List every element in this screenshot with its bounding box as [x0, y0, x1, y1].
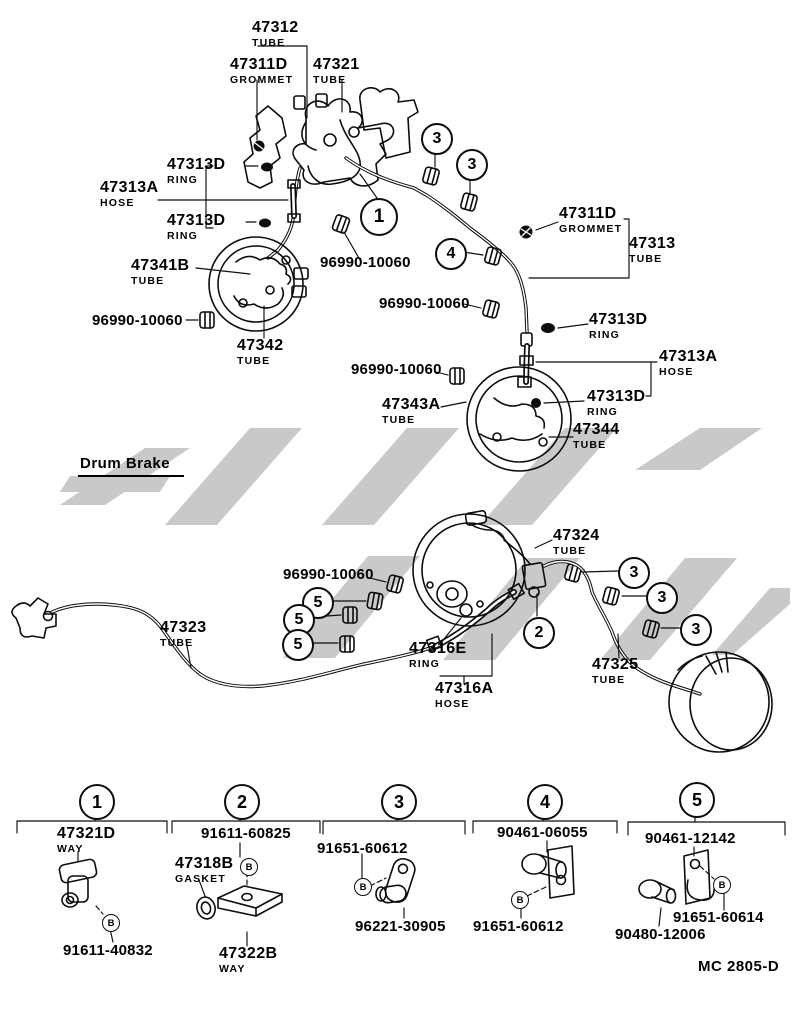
part-label-47313d-1: 47313D RING: [167, 156, 226, 186]
part-label-96990-low: 96990-10060: [351, 361, 442, 378]
fastener-b-1: B: [102, 914, 120, 932]
rear-right-drum-drawing: [669, 652, 772, 752]
part-label-47344: 47344 TUBE: [573, 421, 620, 451]
section-title-drum-brake: Drum Brake: [78, 455, 184, 477]
part-label-47313a-right: 47313A HOSE: [659, 348, 718, 378]
fastener-b-3: B: [354, 878, 372, 896]
fastener-b-5: B: [713, 876, 731, 894]
legend-part-91651-60612-b: 91651-60612: [473, 918, 564, 935]
part-label-47312: 47312 TUBE: [252, 19, 299, 49]
legend-part-47321d: 47321D WAY: [57, 825, 116, 855]
part-label-47321: 47321 TUBE: [313, 56, 360, 86]
callout-4: 4: [435, 238, 467, 270]
part-label-47343a: 47343A TUBE: [382, 396, 441, 426]
part-label-47313a-left: 47313A HOSE: [100, 179, 159, 209]
callout-3-a: 3: [421, 123, 453, 155]
part-label-47325: 47325 TUBE: [592, 656, 639, 686]
legend-callout-4: 4: [527, 784, 563, 820]
part-label-47313d-3: 47313D RING: [589, 311, 648, 341]
fastener-b-2: B: [240, 858, 258, 876]
legend-part-47322b: 47322B WAY: [219, 945, 278, 975]
part-label-47311d-top: 47311D GROMMET: [230, 56, 294, 86]
part-label-96990-left: 96990-10060: [92, 312, 183, 329]
master-cylinder-drawing: [244, 88, 418, 188]
legend-part-90461-12142: 90461-12142: [645, 830, 736, 847]
middle-drum-drawing: [413, 510, 525, 626]
part-label-96990-center: 96990-10060: [320, 254, 411, 271]
part-label-47323: 47323 TUBE: [160, 619, 207, 649]
callout-3-d: 3: [646, 582, 678, 614]
legend-part-47318b: 47318B GASKET: [175, 855, 234, 885]
legend-callout-5: 5: [679, 782, 715, 818]
part-label-47324: 47324 TUBE: [553, 527, 600, 557]
callout-3-e: 3: [680, 614, 712, 646]
callout-3-c: 3: [618, 557, 650, 589]
tube-clamp-drawing: [521, 841, 574, 918]
part-label-47313: 47313 TUBE: [629, 235, 676, 265]
left-drum-drawing: [209, 237, 308, 331]
callout-1: 1: [360, 198, 398, 236]
legend-callout-1: 1: [79, 784, 115, 820]
part-label-47313d-2: 47313D RING: [167, 212, 226, 242]
legend-part-91651-60614: 91651-60614: [673, 909, 764, 926]
callout-5-a: 5: [302, 587, 334, 619]
right-drum-drawing: [467, 367, 571, 471]
callout-5-c: 5: [282, 629, 314, 661]
part-label-47311d-right: 47311D GROMMET: [559, 205, 623, 235]
legend-part-90461-06055: 90461-06055: [497, 824, 588, 841]
fastener-b-4: B: [511, 891, 529, 909]
part-label-47341b: 47341B TUBE: [131, 257, 190, 287]
legend-part-90480-12006: 90480-12006: [615, 926, 706, 943]
callout-5-b: 5: [283, 604, 315, 636]
legend-part-91651-60612-a: 91651-60612: [317, 840, 408, 857]
doc-code: MC 2805-D: [698, 958, 780, 975]
part-label-47316a: 47316A HOSE: [435, 680, 494, 710]
legend-callout-3: 3: [381, 784, 417, 820]
part-label-47316e: 47316E RING: [409, 640, 467, 670]
part-label-47342: 47342 TUBE: [237, 337, 284, 367]
part-label-47313d-4: 47313D RING: [587, 388, 646, 418]
legend-callout-2: 2: [224, 784, 260, 820]
callout-2: 2: [523, 617, 555, 649]
part-label-96990-drum: 96990-10060: [283, 566, 374, 583]
callout-3-b: 3: [456, 149, 488, 181]
legend-part-91611-60825: 91611-60825: [201, 825, 291, 842]
legend-part-91611-40832: 91611-40832: [63, 942, 153, 959]
legend-part-96221-30905: 96221-30905: [355, 918, 446, 935]
part-label-96990-mid: 96990-10060: [379, 295, 470, 312]
